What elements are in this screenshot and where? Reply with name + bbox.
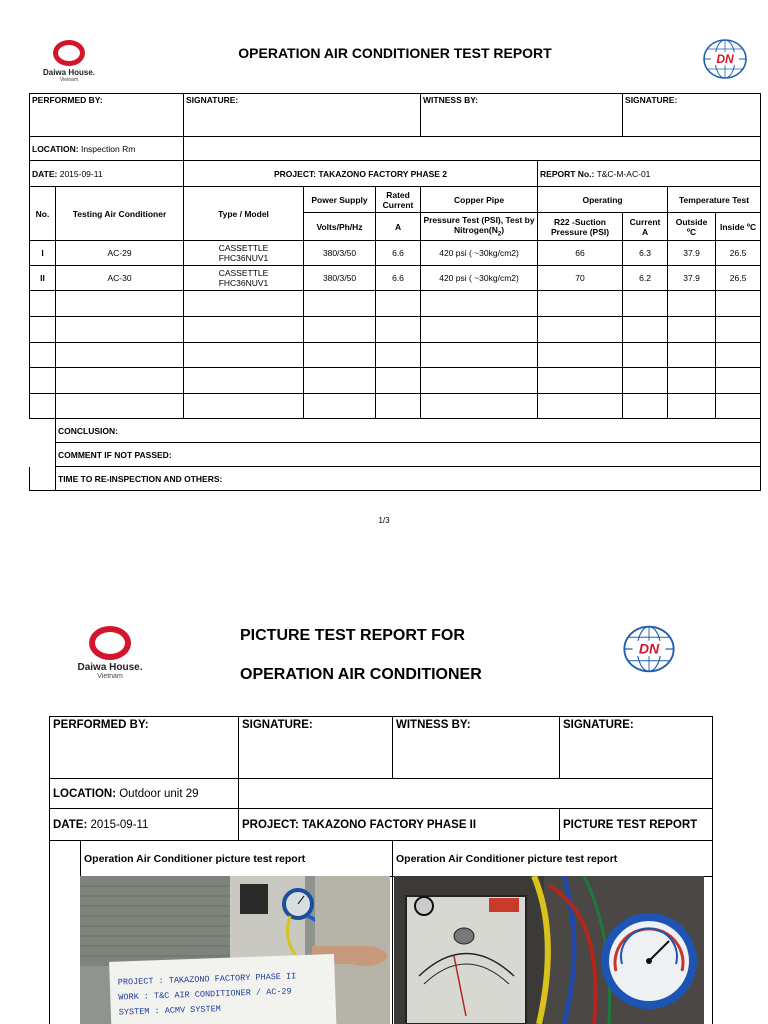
- row-outside: 37.9: [668, 241, 716, 266]
- row-unit: AC-29: [56, 241, 184, 266]
- col-copper-header: Copper Pipe: [421, 187, 538, 213]
- date-label: DATE:: [32, 168, 58, 179]
- witness-by-field[interactable]: WITNESS BY:: [393, 717, 560, 779]
- test-report-table: [29, 93, 761, 491]
- col-rated-header: Rated Current: [376, 187, 421, 213]
- row-no: I: [30, 241, 56, 266]
- date-label: DATE:: [53, 818, 88, 831]
- board-line-1: PROJECT : TAKAZONO FACTORY PHASE II: [117, 971, 297, 988]
- daiwa-house-logo: [38, 40, 100, 83]
- row-copper: 420 psi ( ~30kg/cm2): [421, 241, 538, 266]
- copper-sub-close: ): [501, 225, 505, 236]
- picture-report-title-line1: PICTURE TEST REPORT FOR: [240, 627, 465, 644]
- current-unit: A: [641, 226, 649, 237]
- logo-sub-text: Vietnam: [97, 673, 123, 680]
- col-inside-header: Inside ºC: [716, 213, 761, 241]
- row-rated: 6.6: [376, 266, 421, 291]
- date-value: 2015-09-11: [59, 168, 103, 179]
- column-header-row-1: [30, 187, 761, 213]
- board-line-3: SYSTEM : ACMV SYSTEM: [118, 1003, 222, 1018]
- comment-field[interactable]: COMMENT IF NOT PASSED:: [56, 443, 761, 467]
- location-field: [50, 779, 239, 809]
- logo-brand-text: Daiwa House.: [42, 68, 95, 77]
- row-copper: 420 psi ( ~30kg/cm2): [421, 266, 538, 291]
- col-power-unit: Volts/Ph/Hz: [304, 213, 376, 241]
- row-type-line2: FHC36NUV1: [218, 278, 269, 288]
- signature-field-2[interactable]: SIGNATURE:: [623, 94, 761, 137]
- col-temp-header: Temperature Test: [668, 187, 761, 213]
- multimeter-gauge-photo: [394, 876, 704, 1024]
- outdoor-unit-photo: [80, 876, 390, 1024]
- location-blank: [239, 779, 713, 809]
- row-type: [184, 266, 304, 291]
- empty-row: [30, 291, 761, 317]
- picture-report-title-line2: OPERATION AIR CONDITIONER: [240, 666, 482, 683]
- row-inside: 26.5: [716, 241, 761, 266]
- signature-row: [50, 717, 713, 779]
- empty-row: [30, 368, 761, 394]
- report-number-label: REPORT No.:: [540, 168, 595, 179]
- row-outside: 37.9: [668, 266, 716, 291]
- performed-by-field[interactable]: PERFORMED BY:: [50, 717, 239, 779]
- reinspection-row: [30, 467, 761, 491]
- col-r22-header: R22 -Suction Pressure (PSI): [538, 213, 623, 241]
- empty-row: [30, 343, 761, 368]
- photo-caption-1: Operation Air Conditioner picture test report: [81, 841, 393, 877]
- table-row: [30, 266, 761, 291]
- row-no: II: [30, 266, 56, 291]
- location-label: LOCATION:: [32, 143, 79, 154]
- signature-field-1[interactable]: SIGNATURE:: [184, 94, 421, 137]
- col-current-header: [623, 213, 668, 241]
- dn-badge-text: DN: [638, 640, 660, 657]
- board-line-2: WORK : T&C AIR CONDITIONER / AC-29: [118, 986, 292, 1003]
- dn-badge-text: DN: [716, 52, 734, 66]
- logo-brand-text: Daiwa House.: [77, 662, 143, 673]
- page-number: 1/3: [378, 516, 390, 525]
- row-type-line1: CASSETTLE: [218, 243, 269, 253]
- row-r22: 70: [538, 266, 623, 291]
- current-label: Current: [629, 216, 661, 227]
- caption-row: [50, 841, 713, 877]
- signature-row: [30, 94, 761, 137]
- row-inside: 26.5: [716, 266, 761, 291]
- location-row: [30, 137, 761, 161]
- location-row: [50, 779, 713, 809]
- empty-row: [30, 394, 761, 419]
- col-power-header: Power Supply: [304, 187, 376, 213]
- copper-sub-subscript: 2: [497, 231, 502, 238]
- logo-ring-icon: [89, 626, 131, 660]
- col-testing-header: Testing Air Conditioner: [56, 187, 184, 241]
- photo-caption-2: Operation Air Conditioner picture test report: [393, 841, 713, 877]
- signature-field-1[interactable]: SIGNATURE:: [239, 717, 393, 779]
- date-row: [50, 809, 713, 841]
- logo-ring-icon: [53, 40, 85, 66]
- row-type: [184, 241, 304, 266]
- copper-sub-text: Pressure Test (PSI), Test by Nitrogen(N: [423, 215, 535, 236]
- report-number-field: [538, 161, 761, 187]
- report-title: OPERATION AIR CONDITIONER TEST REPORT: [238, 45, 552, 61]
- location-label: LOCATION:: [53, 787, 117, 800]
- reinspection-field[interactable]: TIME TO RE-INSPECTION AND OTHERS:: [56, 467, 761, 491]
- row-r22: 66: [538, 241, 623, 266]
- location-blank: [184, 137, 761, 161]
- performed-by-field[interactable]: PERFORMED BY:: [30, 94, 184, 137]
- conclusion-field[interactable]: CONCLUSION:: [56, 419, 761, 443]
- col-operating-header: Operating: [538, 187, 668, 213]
- report-number-value: T&C-M-AC-01: [596, 168, 651, 179]
- daiwa-house-logo-page2: [70, 626, 150, 680]
- dn-globe-logo-page2: [622, 624, 676, 674]
- row-type-line1: CASSETTLE: [218, 268, 269, 278]
- project-field: PROJECT: TAKAZONO FACTORY PHASE 2: [184, 161, 538, 187]
- empty-row: [30, 317, 761, 343]
- row-rated: 6.6: [376, 241, 421, 266]
- location-value: Outdoor unit 29: [119, 787, 199, 800]
- date-field: [30, 161, 184, 187]
- row-current: 6.3: [623, 241, 668, 266]
- signature-field-2[interactable]: SIGNATURE:: [560, 717, 713, 779]
- date-row: [30, 161, 761, 187]
- report-type-field: PICTURE TEST REPORT: [560, 809, 713, 841]
- dn-globe-logo: [702, 38, 748, 80]
- col-outside-header: Outside ºC: [668, 213, 716, 241]
- date-value: 2015-09-11: [90, 818, 149, 831]
- row-power: 380/3/50: [304, 241, 376, 266]
- col-copper-sub: [421, 213, 538, 241]
- conclusion-row: [30, 419, 761, 443]
- row-power: 380/3/50: [304, 266, 376, 291]
- date-field: [50, 809, 239, 841]
- location-field: [30, 137, 184, 161]
- col-rated-unit: A: [376, 213, 421, 241]
- col-no-header: No.: [30, 187, 56, 241]
- logo-sub-text: Vietnam: [59, 77, 79, 83]
- project-field: PROJECT: TAKAZONO FACTORY PHASE II: [239, 809, 560, 841]
- row-type-line2: FHC36NUV1: [218, 253, 269, 263]
- row-current: 6.2: [623, 266, 668, 291]
- table-row: [30, 241, 761, 266]
- comment-row: [30, 443, 761, 467]
- row-unit: AC-30: [56, 266, 184, 291]
- witness-by-field[interactable]: WITNESS BY:: [421, 94, 623, 137]
- col-type-header: Type / Model: [184, 187, 304, 241]
- location-value: Inspection Rm: [80, 143, 136, 154]
